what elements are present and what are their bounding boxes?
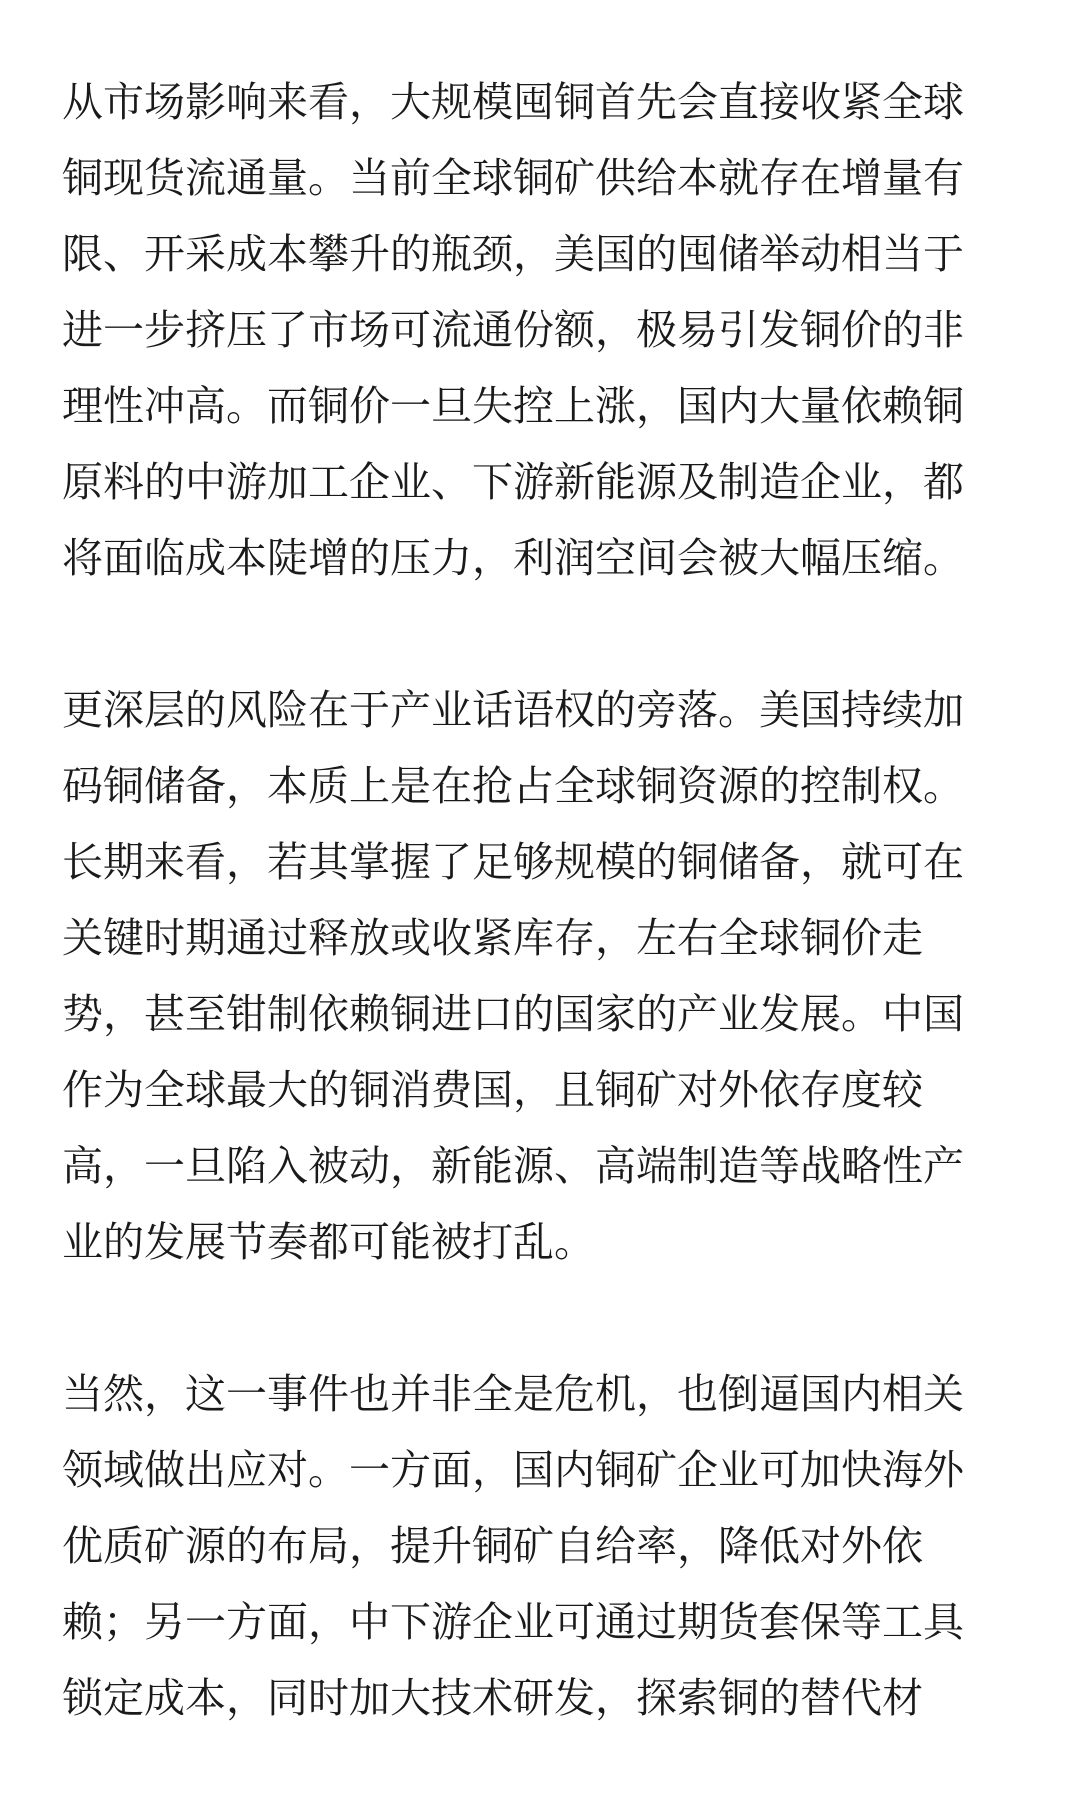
text-line: 业的发展节奏都可能被打乱。: [62, 1218, 595, 1266]
text-line: 关键时期通过释放或收紧库存，左右全球铜价走: [62, 914, 923, 962]
text-line: 赖；另一方面，中下游企业可通过期货套保等工具: [62, 1598, 964, 1646]
text-line: 锁定成本，同时加大技术研发，探索铜的替代材: [62, 1674, 923, 1722]
paragraph-deeper-risk: [62, 672, 1026, 1280]
text-line: 更深层的风险在于产业话语权的旁落。美国持续加: [62, 686, 964, 734]
paragraph-spacer: [62, 1280, 1026, 1356]
paragraph-response: [62, 1356, 1026, 1736]
text-line: 原料的中游加工企业、下游新能源及制造企业，都: [62, 458, 964, 506]
text-line: 高，一旦陷入被动，新能源、高端制造等战略性产: [62, 1142, 964, 1190]
text-line: 铜现货流通量。当前全球铜矿供给本就存在增量有: [62, 154, 964, 202]
text-line: 码铜储备，本质上是在抢占全球铜资源的控制权。: [62, 762, 964, 810]
text-line: 理性冲高。而铜价一旦失控上涨，国内大量依赖铜: [62, 382, 964, 430]
text-line: 将面临成本陡增的压力，利润空间会被大幅压缩。: [62, 534, 964, 582]
text-line: 进一步挤压了市场可流通份额，极易引发铜价的非: [62, 306, 964, 354]
paragraph-spacer: [62, 596, 1026, 672]
text-line: 长期来看，若其掌握了足够规模的铜储备，就可在: [62, 838, 964, 886]
text-line: 势，甚至钳制依赖铜进口的国家的产业发展。中国: [62, 990, 964, 1038]
paragraph-market-impact: [62, 64, 1026, 596]
text-line: 当然，这一事件也并非全是危机，也倒逼国内相关: [62, 1370, 964, 1418]
text-line: 作为全球最大的铜消费国，且铜矿对外依存度较: [62, 1066, 923, 1114]
text-line: 领域做出应对。一方面，国内铜矿企业可加快海外: [62, 1446, 964, 1494]
text-line: 优质矿源的布局，提升铜矿自给率，降低对外依: [62, 1522, 923, 1570]
text-line: 从市场影响来看，大规模囤铜首先会直接收紧全球: [62, 78, 964, 126]
text-line: 限、开采成本攀升的瓶颈，美国的囤储举动相当于: [62, 230, 964, 278]
